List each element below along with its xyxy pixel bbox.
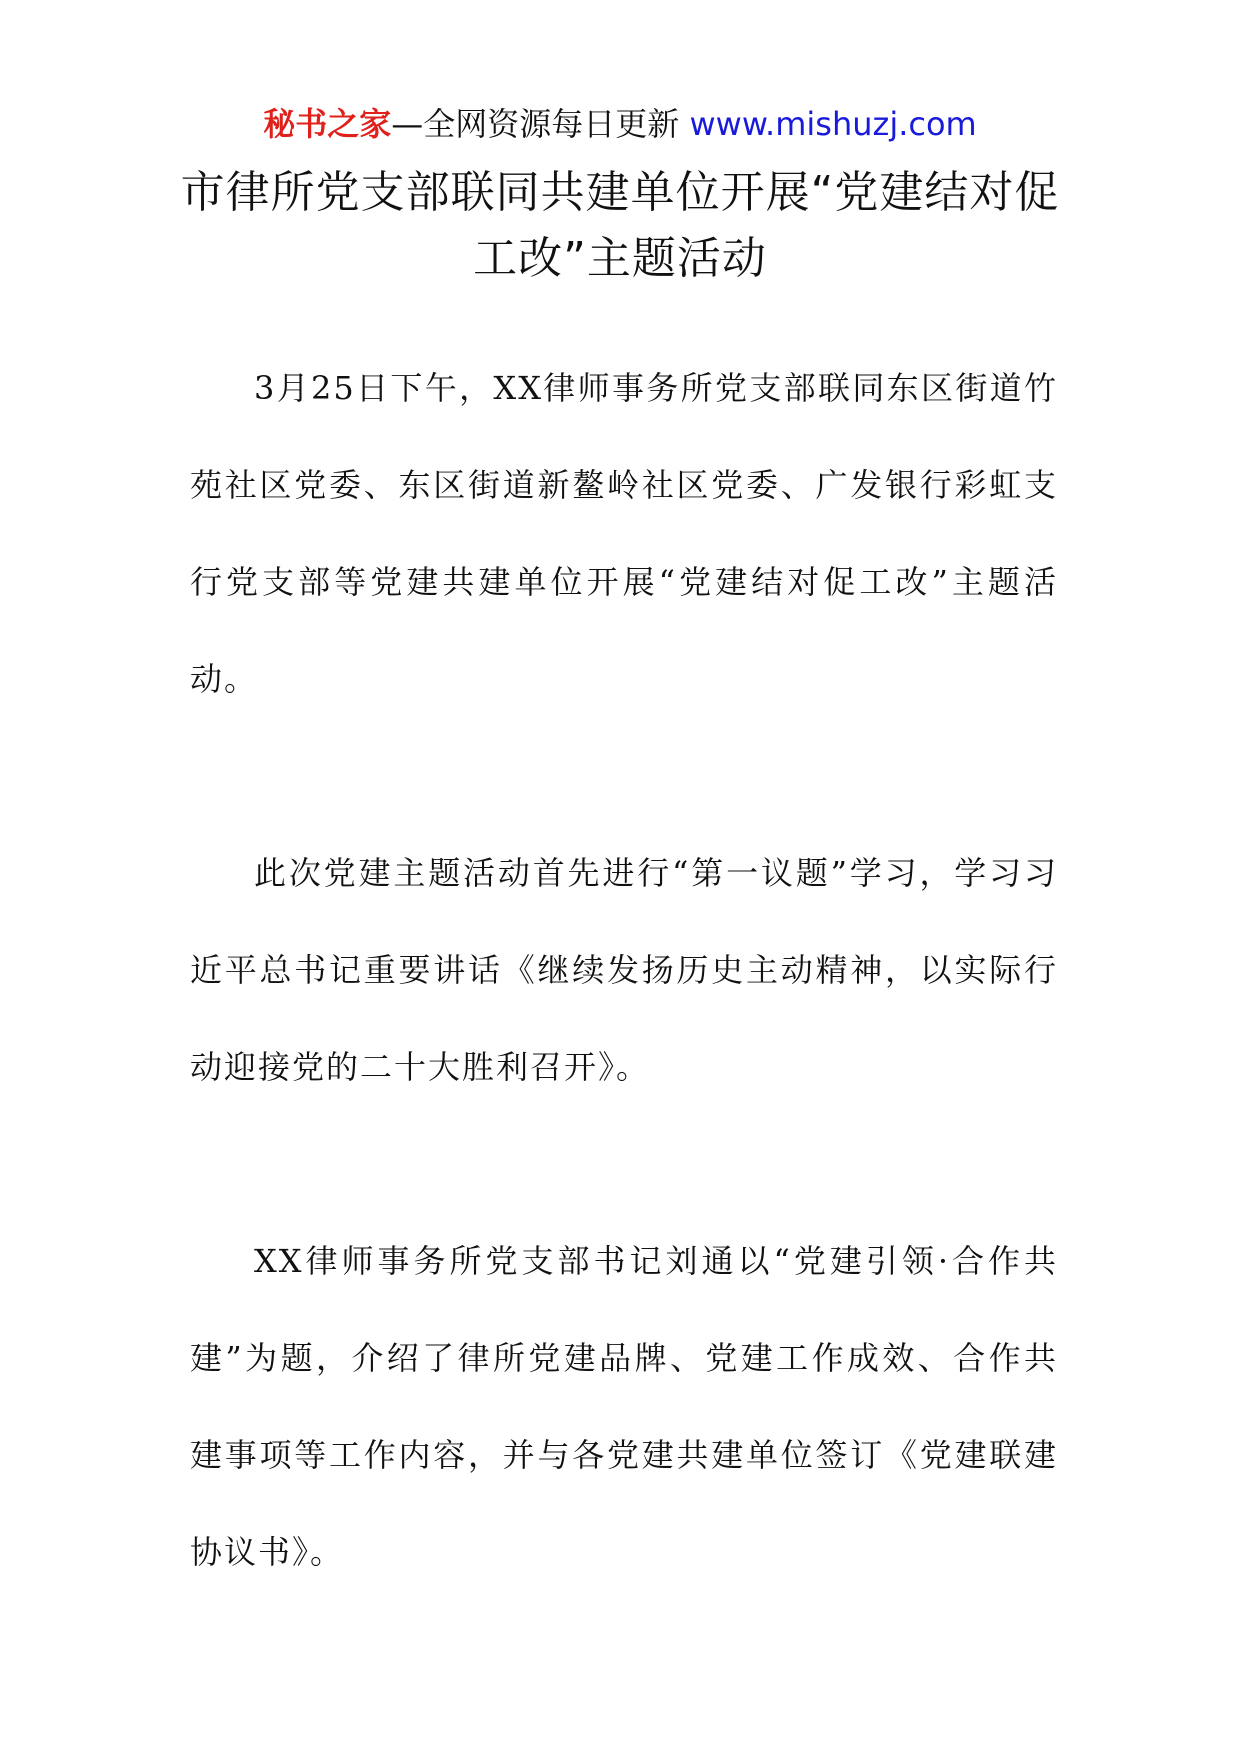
paragraph-3: XX律师事务所党支部书记刘通以“党建引领·合作共建”为题，介绍了律所党建品牌、党建工作成效、合作共建事项等工作内容，并与各党建共建单位签订《党建联建协议书》。 xyxy=(190,1242,1058,1571)
paragraph-2: 此次党建主题活动首先进行“第一议题”学习，学习习近平总书记重要讲话《继续发扬历史主动精神，以实际行动迎接党的二十大胜利召开》。 xyxy=(190,854,1058,1086)
site-slogan: —全网资源每日更新 xyxy=(391,105,680,143)
document-body xyxy=(190,340,1058,1601)
site-header xyxy=(0,102,1240,146)
site-url-link[interactable]: www.mishuzj.com xyxy=(689,105,977,143)
paragraph-1: 3月25日下午，XX律师事务所党支部联同东区街道竹苑社区党委、东区街道新鳌岭社区党委、广发银行彩虹支行党支部等党建共建单位开展“党建结对促工改”主题活动。 xyxy=(190,369,1058,698)
document-title: 市律所党支部联同共建单位开展“党建结对促工改”主题活动 xyxy=(180,167,1060,284)
brand-name: 秘书之家 xyxy=(263,105,392,143)
